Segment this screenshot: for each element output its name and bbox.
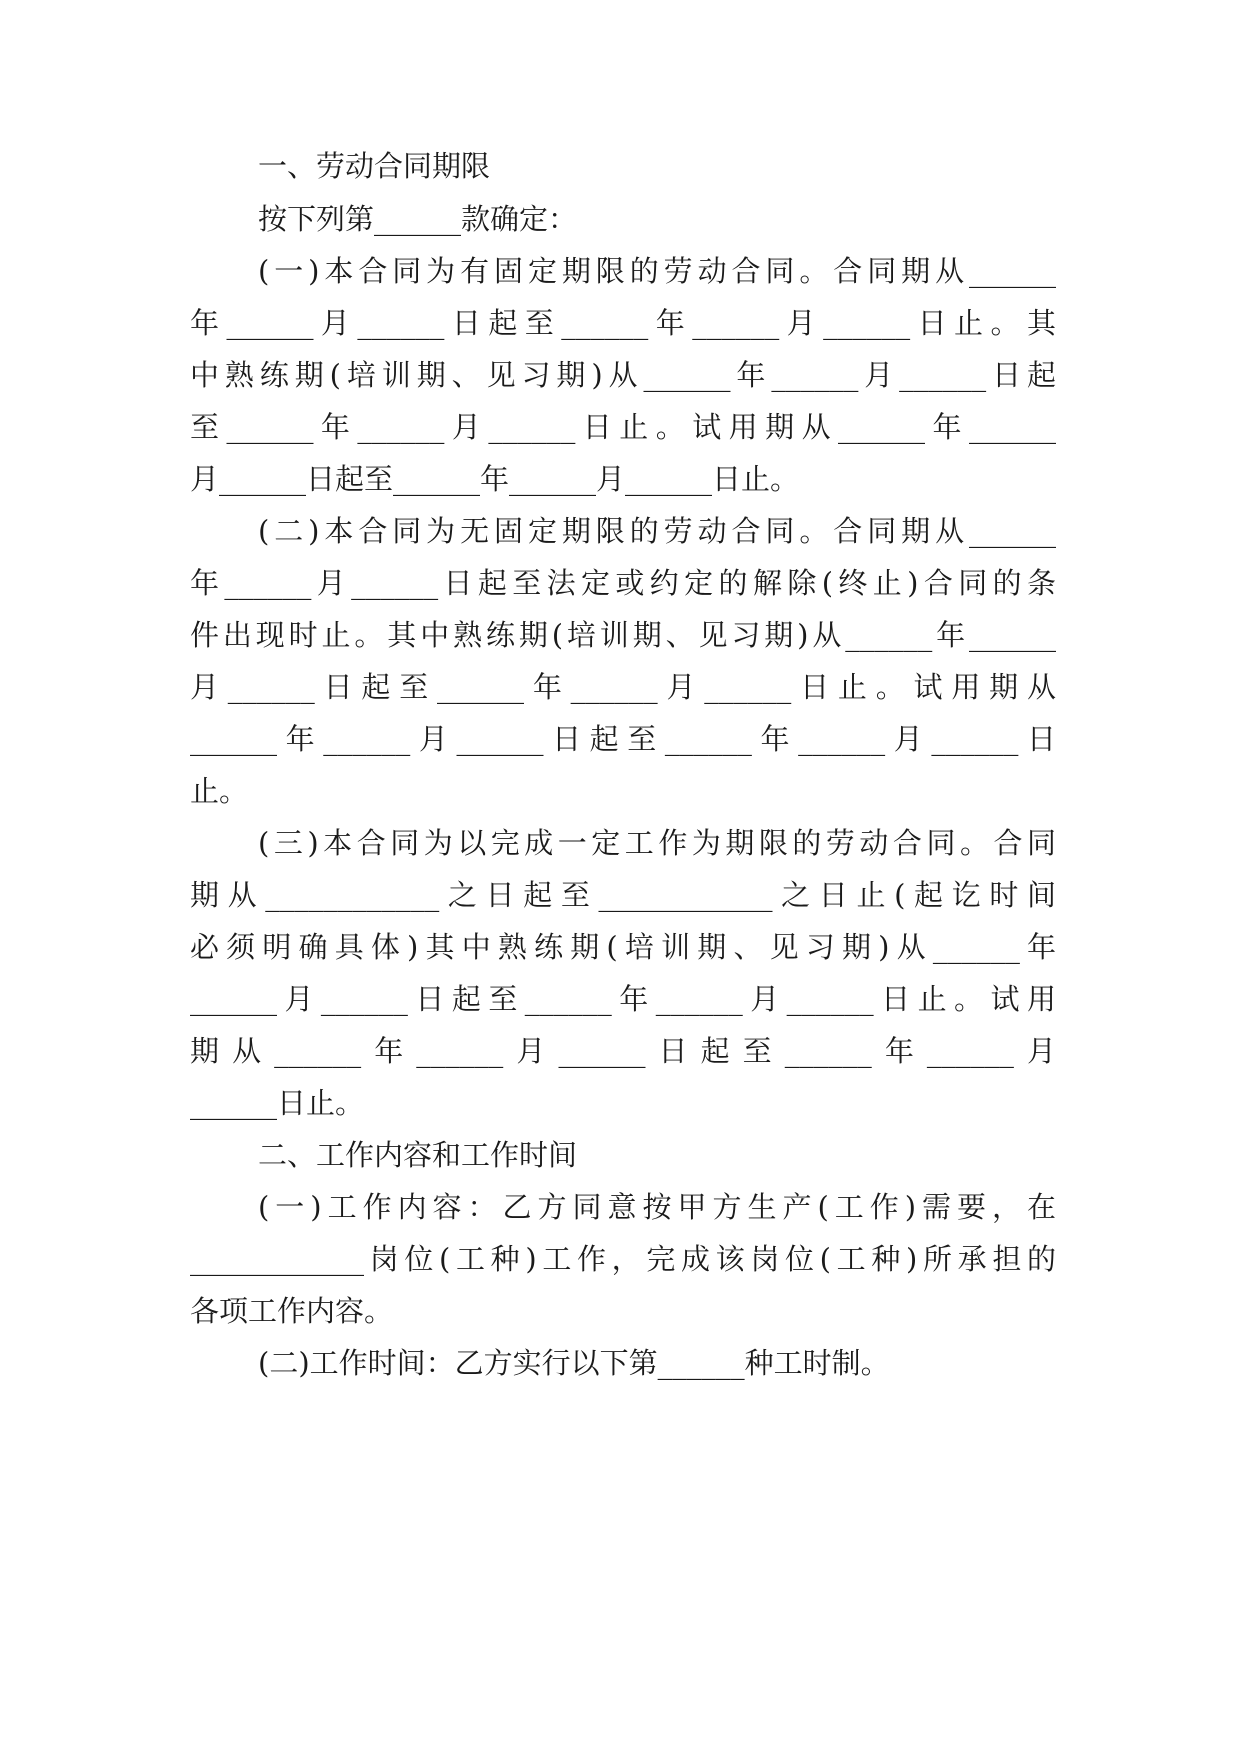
- paragraph-line: ______月______日起至______年______月______日止。试用: [190, 982, 1056, 1016]
- section-heading-work-content-and-hours: 二、工作内容和工作时间: [258, 1138, 578, 1172]
- paragraph-line: (三)本合同为以完成一定工作为期限的劳动合同。合同: [258, 826, 1056, 860]
- paragraph-line: ______日止。: [190, 1086, 365, 1120]
- paragraph-line: 月______日起至______年______月______日止。试用期从: [190, 670, 1056, 704]
- paragraph-line: (二)本合同为无固定期限的劳动合同。合同期从______: [258, 514, 1056, 548]
- paragraph-line: 期从____________之日起至____________之日止(起讫时间: [190, 878, 1056, 912]
- section-heading-contract-term: 一、劳动合同期限: [258, 149, 491, 183]
- paragraph-line: 按下列第______款确定：: [258, 202, 578, 236]
- paragraph-line: 期从______年______月______日起至______年______月: [190, 1034, 1056, 1068]
- paragraph-line: 各项工作内容。: [190, 1294, 394, 1328]
- paragraph-line: 月______日起至______年______月______日止。: [190, 462, 800, 496]
- paragraph-line: 年______月______日起至法定或约定的解除(终止)合同的条: [190, 566, 1056, 600]
- paragraph-line: 年______月______日起至______年______月______日止。其: [190, 306, 1056, 340]
- paragraph-line: ______年______月______日起至______年______月______日: [190, 722, 1056, 756]
- paragraph-line: (一)工作内容：乙方同意按甲方生产(工作)需要，在: [258, 1190, 1056, 1224]
- paragraph-line: ____________岗位(工种)工作，完成该岗位(工种)所承担的: [190, 1242, 1056, 1276]
- paragraph-line: 件出现时止。其中熟练期(培训期、见习期)从______年______: [190, 618, 1056, 652]
- paragraph-line: 中熟练期(培训期、见习期)从______年______月______日起: [190, 358, 1056, 392]
- paragraph-line: (二)工作时间：乙方实行以下第______种工时制。: [258, 1346, 890, 1380]
- paragraph-line: 止。: [190, 774, 249, 808]
- paragraph-line: 至______年______月______日止。试用期从______年______: [190, 410, 1056, 444]
- paragraph-line: 必须明确具体)其中熟练期(培训期、见习期)从______年: [190, 930, 1056, 964]
- paragraph-line: (一)本合同为有固定期限的劳动合同。合同期从______: [258, 254, 1056, 288]
